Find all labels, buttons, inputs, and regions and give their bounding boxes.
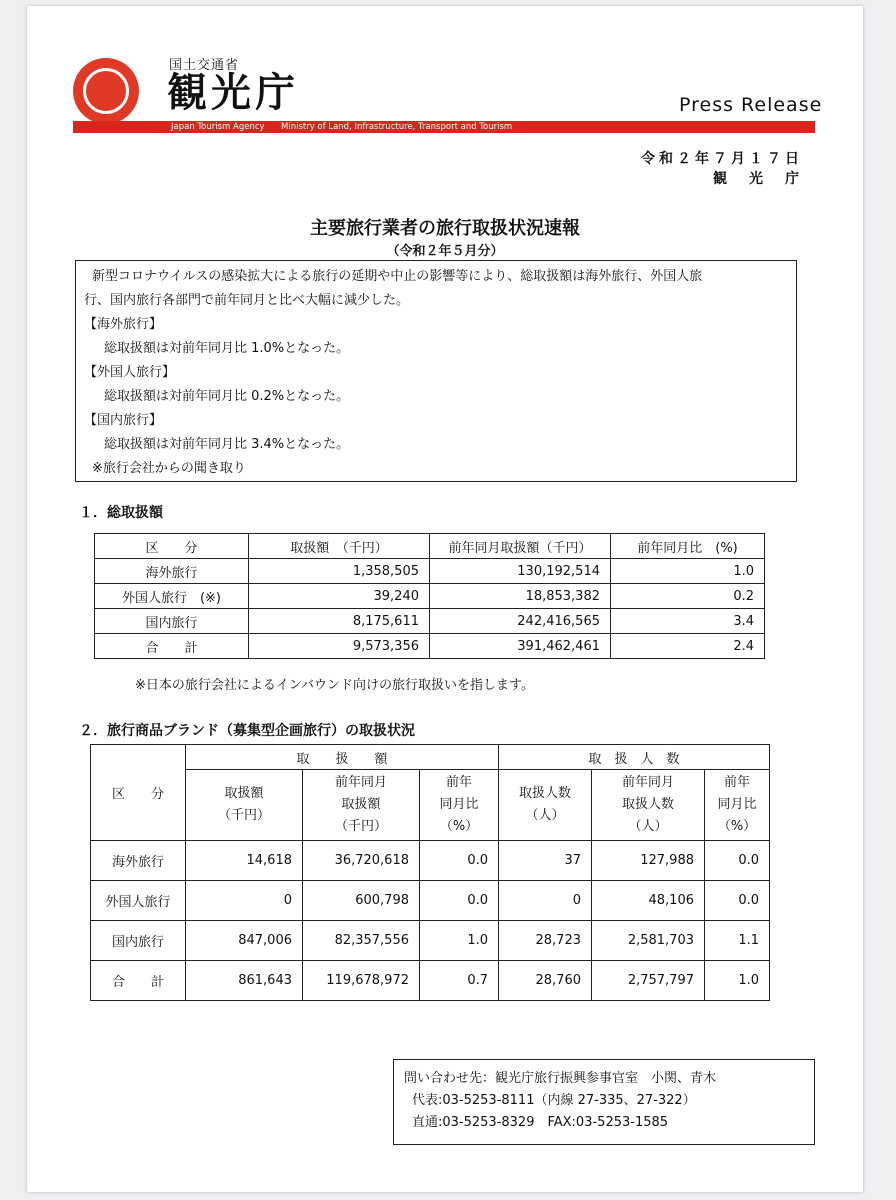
document-page (27, 6, 863, 1192)
header-red-bar (73, 121, 815, 133)
ministry-name: 国土交通省 (169, 58, 240, 73)
cell-ratio: 3.4 (611, 609, 765, 634)
header-amount: 取扱額 （千円） (249, 534, 430, 559)
page-subtitle: （令和２年５月分） (386, 244, 504, 259)
header-prev-people: 前年同月 取扱人数 （人） (592, 770, 705, 841)
row-label: 海外旅行 (95, 559, 249, 584)
bar-agency-english: Japan Tourism Agency (171, 122, 265, 132)
row-label: 合 計 (95, 634, 249, 659)
agency-name: 観光庁 (167, 69, 299, 116)
header-ratio: 前年同月比 (%) (611, 534, 765, 559)
contact-line-1: 問い合わせ先：観光庁旅行振興参事官室 小関、青木 (404, 1071, 717, 1086)
press-release-label: Press Release (679, 94, 823, 116)
cell-people: 28,760 (499, 961, 592, 1001)
cell-people-ratio: 0.0 (705, 841, 770, 881)
total-amount-table (94, 533, 765, 659)
table-row (95, 584, 765, 609)
header-amount: 取扱額 （千円） (186, 770, 303, 841)
header-category: 区 分 (91, 745, 186, 841)
cell-prev-amount: 391,462,461 (430, 634, 611, 659)
inbound-note: ※日本の旅行会社によるインバウンド向けの旅行取扱いを指します。 (135, 678, 534, 693)
cell-people-ratio: 0.0 (705, 881, 770, 921)
cell-amount-ratio: 0.0 (420, 881, 499, 921)
table-row (91, 881, 770, 921)
agency-logo-ring (83, 68, 129, 114)
cell-people-ratio: 1.0 (705, 961, 770, 1001)
row-label: 海外旅行 (91, 841, 186, 881)
cell-prev-people: 48,106 (592, 881, 705, 921)
summary-line-1: 新型コロナウイルスの感染拡大による旅行の延期や中止の影響等により、総取扱額は海外旅行、外国人旅 (92, 269, 703, 284)
cell-ratio: 1.0 (611, 559, 765, 584)
cell-prev-amount: 130,192,514 (430, 559, 611, 584)
overseas-text: 総取扱額は対前年同月比 1.0%となった。 (104, 341, 350, 356)
row-label: 国内旅行 (95, 609, 249, 634)
header-category: 区 分 (95, 534, 249, 559)
date-block (641, 149, 803, 189)
section1-heading: １．総取扱額 (79, 505, 163, 521)
summary-line-2: 行、国内旅行各部門で前年同月と比べ大幅に減少した。 (84, 293, 410, 308)
table-row (95, 559, 765, 584)
cell-prev-amount: 242,416,565 (430, 609, 611, 634)
cell-people: 0 (499, 881, 592, 921)
cell-prev-people: 2,581,703 (592, 921, 705, 961)
header-amount-ratio: 前年 同月比 （%） (420, 770, 499, 841)
cell-prev-amount: 18,853,382 (430, 584, 611, 609)
row-label: 外国人旅行 (※) (95, 584, 249, 609)
header-prev-amount: 前年同月取扱額（千円） (430, 534, 611, 559)
cell-people-ratio: 1.1 (705, 921, 770, 961)
summary-box (75, 260, 797, 482)
cell-people: 37 (499, 841, 592, 881)
page-title: 主要旅行業者の旅行取扱状況速報 (310, 218, 580, 239)
row-label: 外国人旅行 (91, 881, 186, 921)
cell-people: 28,723 (499, 921, 592, 961)
row-label: 合 計 (91, 961, 186, 1001)
cell-amount: 861,643 (186, 961, 303, 1001)
cell-amount: 9,573,356 (249, 634, 430, 659)
header-people-ratio: 前年 同月比 （%） (705, 770, 770, 841)
cell-amount-ratio: 0.7 (420, 961, 499, 1001)
row-label: 国内旅行 (91, 921, 186, 961)
table-sub-header-row (91, 770, 770, 841)
issuer: 観 光 庁 (713, 171, 803, 187)
table-row (91, 921, 770, 961)
header-group-amount: 取 扱 額 (186, 745, 499, 770)
table-row-total (91, 961, 770, 1001)
cell-prev-amount: 82,357,556 (303, 921, 420, 961)
contact-line-3: 直通:03-5253-8329 FAX:03-5253-1585 (412, 1115, 669, 1130)
foreign-text: 総取扱額は対前年同月比 0.2%となった。 (104, 389, 350, 404)
cell-amount: 39,240 (249, 584, 430, 609)
cell-prev-amount: 36,720,618 (303, 841, 420, 881)
cell-amount: 1,358,505 (249, 559, 430, 584)
domestic-text: 総取扱額は対前年同月比 3.4%となった。 (104, 437, 350, 452)
bar-ministry-english: Ministry of Land, Infrastructure, Transport and Tourism (281, 122, 513, 132)
table-row (91, 841, 770, 881)
header-group-people: 取 扱 人 数 (499, 745, 770, 770)
release-date: 令和２年７月１７日 (641, 151, 803, 167)
contact-line-2: 代表:03-5253-8111（内線 27-335、27-322） (412, 1093, 696, 1108)
cell-amount: 847,006 (186, 921, 303, 961)
table-row (95, 609, 765, 634)
brand-product-table (90, 744, 770, 1001)
table-group-header-row (91, 745, 770, 770)
cell-amount: 0 (186, 881, 303, 921)
table-header-row (95, 534, 765, 559)
cell-prev-amount: 600,798 (303, 881, 420, 921)
foreign-heading: 【外国人旅行】 (84, 365, 176, 380)
domestic-heading: 【国内旅行】 (84, 413, 163, 428)
cell-prev-people: 2,757,797 (592, 961, 705, 1001)
section2-heading: ２．旅行商品ブランド（募集型企画旅行）の取扱状況 (79, 723, 415, 739)
header-prev-amount: 前年同月 取扱額 （千円） (303, 770, 420, 841)
cell-prev-amount: 119,678,972 (303, 961, 420, 1001)
overseas-heading: 【海外旅行】 (84, 317, 163, 332)
cell-amount-ratio: 1.0 (420, 921, 499, 961)
cell-amount-ratio: 0.0 (420, 841, 499, 881)
cell-ratio: 0.2 (611, 584, 765, 609)
cell-prev-people: 127,988 (592, 841, 705, 881)
source-note: ※旅行会社からの聞き取り (92, 461, 246, 476)
cell-amount: 14,618 (186, 841, 303, 881)
table-row-total (95, 634, 765, 659)
cell-amount: 8,175,611 (249, 609, 430, 634)
cell-ratio: 2.4 (611, 634, 765, 659)
contact-box (393, 1059, 815, 1145)
header-people: 取扱人数 （人） (499, 770, 592, 841)
